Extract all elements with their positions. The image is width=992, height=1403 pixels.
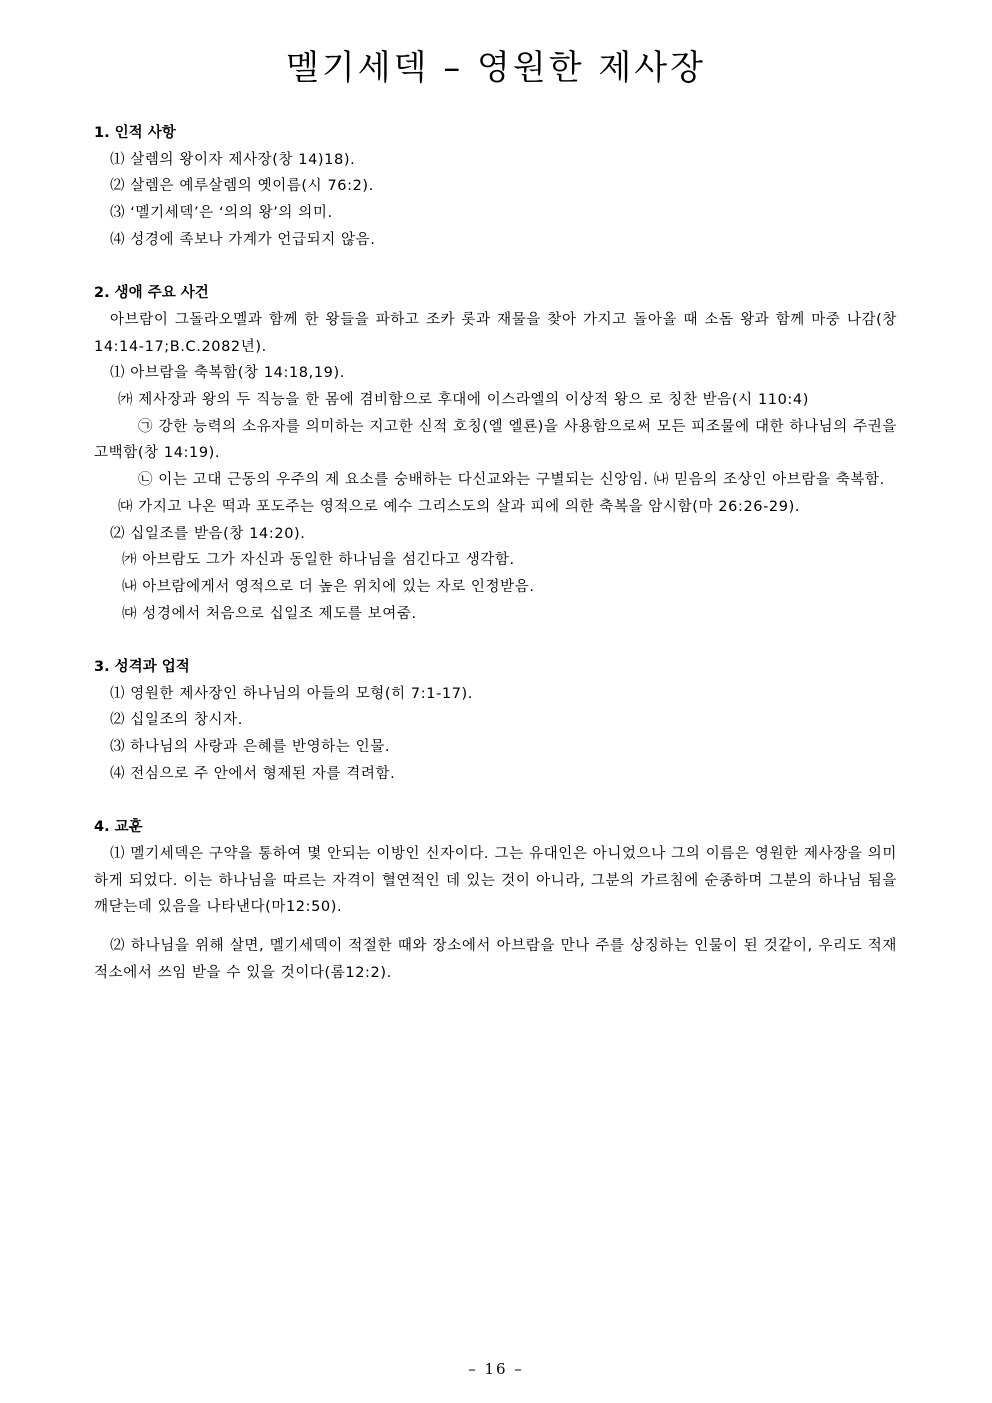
section-lessons [94, 814, 897, 986]
document-body [94, 120, 897, 986]
list-item: ⑶ 하나님의 사랑과 은혜를 반영하는 인물. [110, 739, 391, 756]
list-item: ⑶ ‘멜기세덱’은 ‘의의 왕’의 의미. [110, 205, 333, 222]
section-intro: 아브람이 그돌라오멜과 함께 한 왕들을 파하고 조카 롯과 재물을 찾아 가지고 돌아올 때 소돔 왕과 함께 마중 나감(창 14:14-17;B.C.2082년). [94, 311, 897, 355]
list-item: ㈎ 제사장과 왕의 두 직능을 한 몸에 겸비함으로 후대에 이스라엘의 이상적 왕으 로 칭찬 받음(시 110:4) [118, 392, 809, 409]
page-number: – 16 – [468, 1360, 524, 1378]
list-item: ⑵ 살렘은 예루살렘의 옛이름(시 76:2). [110, 178, 374, 195]
list-item: ⑴ 멜기세덱은 구약을 통하여 몇 안되는 이방인 신자이다. 그는 유대인은 아니었으나 그의 이름은 영원한 제사장을 의미하게 되었다. 이는 하나님을 따르는 자격이 혈연적인 데 있는 것이 아니라, 그분의 가르침에 순종하며 그분의 하나님 됨을 깨닫는데 있음을 나타낸다(마12:50). [94, 845, 897, 916]
list-item: ⑷ 성경에 족보나 가계가 언급되지 않음. [110, 231, 376, 248]
section-heading: 2. 생애 주요 사건 [94, 285, 209, 302]
list-item: ㉠ 강한 능력의 소유자를 의미하는 지고한 신적 호칭(엘 엘룐)을 사용함으로써 모든 피조물에 대한 하나님의 주권을 고백함(창 14:19). [94, 418, 897, 462]
section-heading: 3. 성격과 업적 [94, 659, 190, 676]
list-item: ⑴ 영원한 제사장인 하나님의 아들의 모형(히 7:1-17). [110, 685, 474, 702]
section-character-achievements [94, 654, 897, 788]
list-item: ⑵ 십일조를 받음(창 14:20). [110, 525, 306, 542]
list-item: ㈏ 아브람에게서 영적으로 더 높은 위치에 있는 자로 인정받음. [122, 578, 535, 595]
section-heading: 4. 교훈 [94, 819, 143, 836]
list-item: ㈐ 성경에서 처음으로 십일조 제도를 보여줌. [122, 605, 417, 622]
list-item: ⑷ 전심으로 주 안에서 형제된 자를 격려함. [110, 765, 396, 782]
list-item: ㉡ 이는 고대 근동의 우주의 제 요소를 숭배하는 다신교와는 구별되는 신앙임. ㈏ 믿음의 조상인 아브람을 축복함. [138, 472, 885, 489]
list-item: ⑵ 십일조의 창시자. [110, 712, 243, 729]
list-item: ㈐ 가지고 나온 떡과 포도주는 영적으로 예수 그리스도의 살과 피에 의한 축복을 암시함(마 26:26-29). [118, 498, 801, 515]
list-item: ㈎ 아브람도 그가 자신과 동일한 하나님을 섬긴다고 생각함. [122, 552, 515, 569]
section-heading: 1. 인적 사항 [94, 125, 176, 141]
list-item: ⑵ 하나님을 위해 살면, 멜기세덱이 적절한 때와 장소에서 아브람을 만나 주를 상징하는 인물이 된 것같이, 우리도 적재 적소에서 쓰임 받을 수 있을 것이다(롬12:2). [94, 938, 897, 981]
page-title: 멜기세덱 – 영원한 제사장 [286, 48, 706, 88]
section-personal-info [94, 120, 897, 254]
list-item: ⑴ 살렘의 왕이자 제사장(창 14)18). [110, 151, 356, 168]
list-item: ⑴ 아브람을 축복함(창 14:18,19). [110, 365, 345, 382]
section-life-events [94, 280, 897, 627]
